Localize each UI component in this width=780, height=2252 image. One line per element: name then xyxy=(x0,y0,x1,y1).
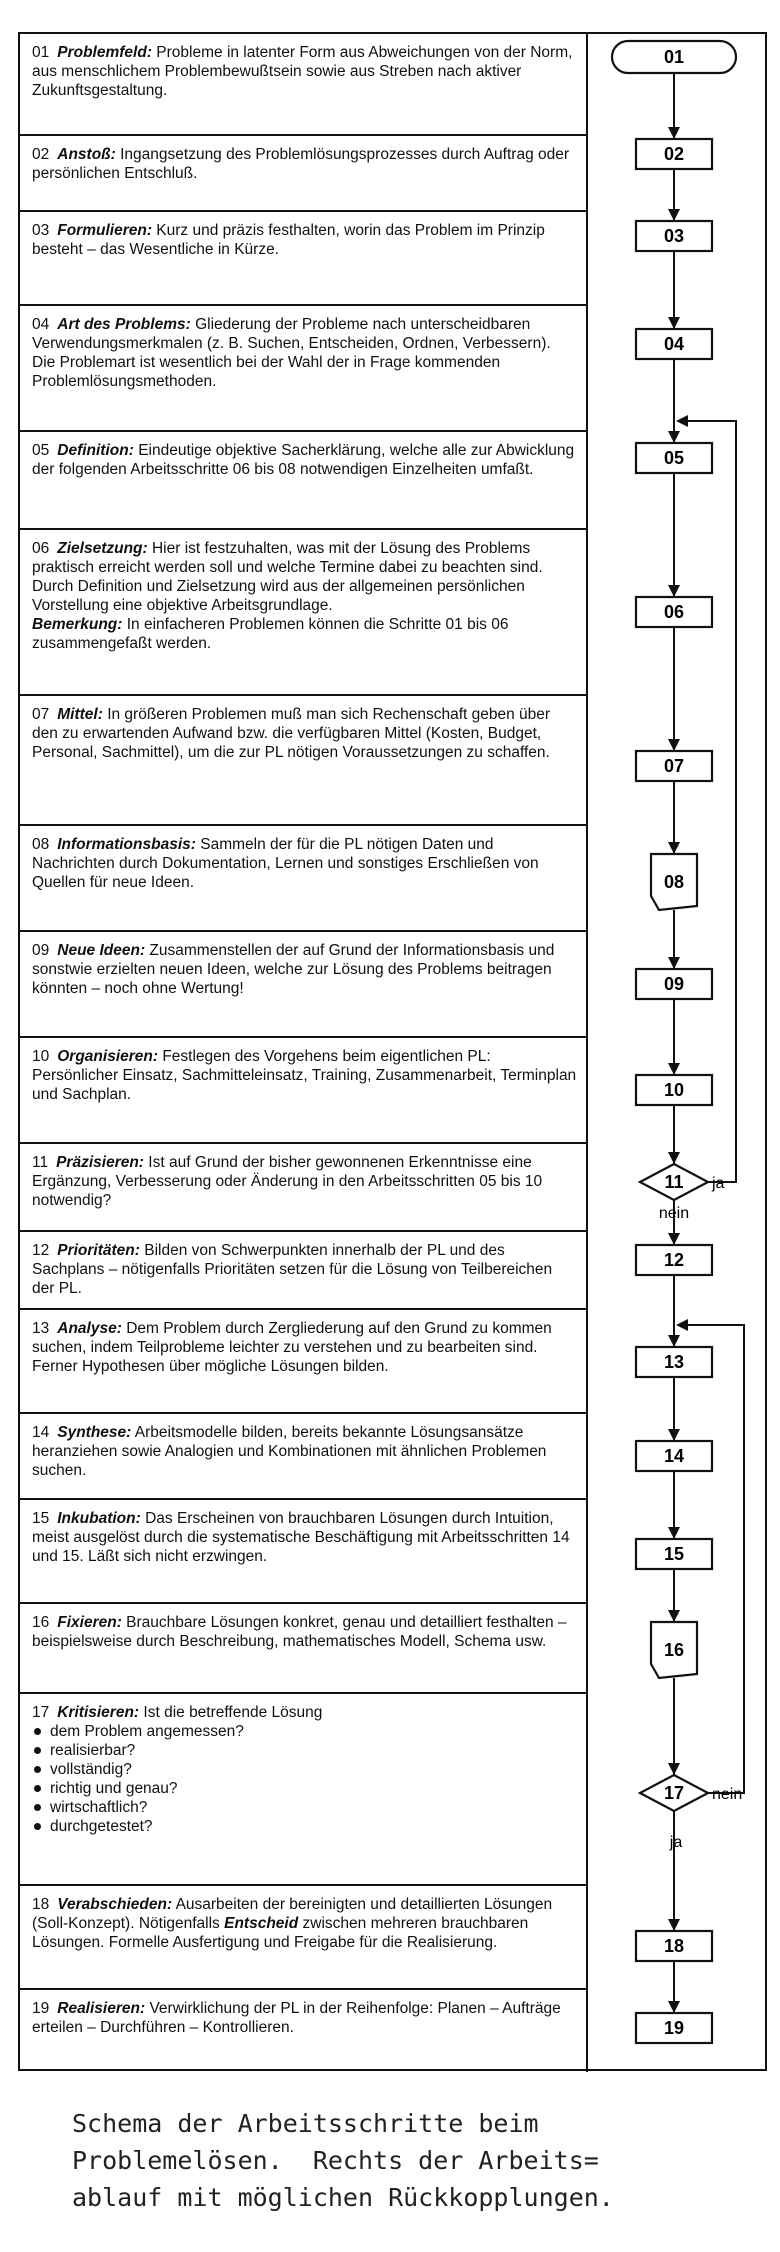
step-text: Ausarbeiten der bereinigten und detaillierten Lösungen (Soll-Konzept). Nötigenfalls xyxy=(32,1896,553,1932)
flow-node-label: 17 xyxy=(663,1783,685,1803)
check-list xyxy=(32,1722,578,1836)
step-number: 15 xyxy=(32,1510,50,1527)
arrowhead xyxy=(668,1763,680,1775)
arrowhead xyxy=(668,739,680,751)
note-term: Bemerkung: xyxy=(32,616,123,633)
step-term: Synthese: xyxy=(57,1424,132,1441)
step-term: Mittel: xyxy=(57,706,103,723)
flow-node-label: 16 xyxy=(663,1640,685,1660)
arrowhead xyxy=(668,431,680,443)
flow-node-label: 06 xyxy=(663,602,685,622)
step-text: Sammeln der für die PL nötigen Daten und Nachrichten durch Dokumentation, Lernen und sonstiges Erschließen von Quellen für neue Ideen. xyxy=(32,836,539,891)
flow-node-label: 07 xyxy=(663,756,685,776)
step-number: 13 xyxy=(32,1320,50,1337)
arrowhead xyxy=(668,1063,680,1075)
step-text: Ist die betreffende Lösung xyxy=(143,1704,323,1721)
step-row-11 xyxy=(20,1144,588,1232)
step-row-07 xyxy=(20,696,588,826)
step-number: 04 xyxy=(32,316,50,333)
step-term: Problemfeld: xyxy=(57,44,152,61)
step-text: Probleme in latenter Form aus Abweichungen von der Norm, aus menschlichem Problembewußtsein sowie aus Streben nach aktiver Zukunftsgestaltung. xyxy=(32,44,573,99)
check-item: dem Problem angemessen? xyxy=(32,1722,578,1741)
step-row-08 xyxy=(20,826,588,932)
step-term: Verabschieden: xyxy=(57,1896,173,1913)
step-text: Ist auf Grund der bisher gewonnenen Erkenntnisse eine Ergänzung, Verbesserung oder Änderung in den Arbeitsschritten 05 bis 10 notwendig? xyxy=(32,1154,543,1209)
step-term: Präzisieren: xyxy=(56,1154,144,1171)
caption-line-1: Schema der Arbeitsschritte beim xyxy=(72,2109,539,2138)
step-row-18 xyxy=(20,1886,588,1990)
step-number: 01 xyxy=(32,44,50,61)
step-term: Prioritäten: xyxy=(57,1242,140,1259)
step-row-04 xyxy=(20,306,588,432)
step-text: Festlegen des Vorgehens beim eigentlichen PL: Persönlicher Einsatz, Sachmitteleinsatz, Training, Zusammenarbeit, Terminplan und Sachplan. xyxy=(32,1048,577,1103)
arrowhead xyxy=(668,957,680,969)
branch-label-no-11: nein xyxy=(658,1205,690,1222)
check-item: realisierbar? xyxy=(32,1741,578,1760)
flow-node-label: 02 xyxy=(663,144,685,164)
step-term-secondary: Entscheid xyxy=(224,1915,299,1932)
step-number: 14 xyxy=(32,1424,50,1441)
step-number: 17 xyxy=(32,1704,50,1721)
step-row-06 xyxy=(20,530,588,696)
step-text: Hier ist festzuhalten, was mit der Lösung des Problems praktisch erreicht werden soll und welche Termine dabei zu beachten sind. Durch Definition und Zielsetzung wird aus der allgemeinen persönlichen Vorstellung eine objektive Arbeitsgrundlage. xyxy=(32,540,543,614)
step-row-01 xyxy=(20,34,588,136)
flow-node-label: 08 xyxy=(663,872,685,892)
step-row-05 xyxy=(20,432,588,530)
step-term: Formulieren: xyxy=(57,222,152,239)
step-row-19 xyxy=(20,1990,588,2072)
branch-label-yes-17: ja xyxy=(669,1834,683,1851)
step-text: Verwirklichung der PL in der Reihenfolge: Planen – Aufträge erteilen – Durchführen – Kontrollieren. xyxy=(32,2000,561,2036)
step-number: 02 xyxy=(32,146,50,163)
arrowhead xyxy=(668,585,680,597)
feedback-loop-11 xyxy=(686,421,736,1182)
step-number: 05 xyxy=(32,442,50,459)
caption-line-2: Problemelösen. Rechts der Arbeits= xyxy=(72,2146,599,2175)
check-item: vollständig? xyxy=(32,1760,578,1779)
flow-node-label: 10 xyxy=(663,1080,685,1100)
step-number: 11 xyxy=(32,1154,49,1171)
arrowhead xyxy=(668,1233,680,1245)
step-term: Zielsetzung: xyxy=(57,540,148,557)
arrowhead xyxy=(668,842,680,854)
check-item: richtig und genau? xyxy=(32,1779,578,1798)
arrowhead xyxy=(668,1610,680,1622)
step-term: Neue Ideen: xyxy=(57,942,146,959)
step-text: Gliederung der Probleme nach unterscheidbaren Verwendungsmerkmalen (z. B. Suchen, Entscheiden, Ordnen, Verbessern). Die Problemart ist wesentlich bei der Wahl der in Frage kommenden Problemlösungsmethoden. xyxy=(32,316,551,390)
step-term: Anstoß: xyxy=(57,146,116,163)
step-term: Fixieren: xyxy=(57,1614,122,1631)
note-text: In einfacheren Problemen können die Schritte 01 bis 06 zusammengefaßt werden. xyxy=(32,616,509,652)
flow-node-label: 15 xyxy=(663,1544,685,1564)
step-text: Kurz und präzis festhalten, worin das Problem im Prinzip besteht – das Wesentliche in Kürze. xyxy=(32,222,545,258)
figure-frame xyxy=(18,32,767,2071)
step-row-02 xyxy=(20,136,588,212)
arrowhead xyxy=(668,1335,680,1347)
check-item: durchgetestet? xyxy=(32,1817,578,1836)
step-text: Arbeitsmodelle bilden, bereits bekannte Lösungsansätze heranziehen sowie Analogien und Kombinationen mit ähnlichen Problemen suchen. xyxy=(32,1424,547,1479)
branch-label-no-17: nein xyxy=(712,1786,743,1803)
step-row-14 xyxy=(20,1414,588,1500)
step-number: 16 xyxy=(32,1614,50,1631)
step-term: Kritisieren: xyxy=(57,1704,140,1721)
step-descriptions xyxy=(20,34,588,2069)
step-number: 18 xyxy=(32,1896,50,1913)
step-term: Analyse: xyxy=(57,1320,122,1337)
step-row-09 xyxy=(20,932,588,1038)
step-number: 10 xyxy=(32,1048,50,1065)
arrowhead xyxy=(668,1527,680,1539)
step-text: Brauchbare Lösungen konkret, genau und detailliert festhalten – beispielsweise durch Beschreibung, mathematisches Modell, Schema usw. xyxy=(32,1614,567,1650)
step-text: Dem Problem durch Zergliederung auf den Grund zu kommen suchen, indem Teilprobleme leichter zu verstehen und zu bearbeiten sind. Ferner Hypothesen über mögliche Lösungen bilden. xyxy=(32,1320,552,1375)
step-term: Art des Problems: xyxy=(57,316,191,333)
arrowhead xyxy=(668,317,680,329)
step-number: 09 xyxy=(32,942,50,959)
step-row-10 xyxy=(20,1038,588,1144)
step-text: Zusammenstellen der auf Grund der Informationsbasis und sonstwie erzielten neuen Ideen, welche zur Lösung des Problems beitragen könnten – noch ohne Wertung! xyxy=(32,942,555,997)
branch-label-yes-11: ja xyxy=(712,1175,725,1192)
flow-node-label: 18 xyxy=(663,1936,685,1956)
figure-caption xyxy=(72,2105,772,2216)
step-row-15 xyxy=(20,1500,588,1604)
arrowhead xyxy=(668,1429,680,1441)
step-row-03 xyxy=(20,212,588,306)
flow-node-label: 05 xyxy=(663,448,685,468)
arrowhead xyxy=(668,127,680,139)
step-number: 19 xyxy=(32,2000,50,2017)
step-number: 12 xyxy=(32,1242,50,1259)
flow-node-label: 19 xyxy=(663,2018,685,2038)
flow-node-label: 14 xyxy=(663,1446,685,1466)
step-number: 03 xyxy=(32,222,50,239)
arrowhead xyxy=(668,1919,680,1931)
step-row-16 xyxy=(20,1604,588,1694)
arrowhead xyxy=(676,1319,688,1331)
step-text: Bilden von Schwerpunkten innerhalb der PL und des Sachplans – nötigenfalls Prioritäten setzen für die Lösung von Teilbereichen der PL. xyxy=(32,1242,553,1297)
flow-node-label: 13 xyxy=(663,1352,685,1372)
flow-node-label: 04 xyxy=(663,334,685,354)
step-row-13 xyxy=(20,1310,588,1414)
arrowhead xyxy=(668,1152,680,1164)
flow-node-label: 09 xyxy=(663,974,685,994)
step-note xyxy=(32,615,578,653)
step-text: Ingangsetzung des Problemlösungsprozesses durch Auftrag oder persönlichen Entschluß. xyxy=(32,146,570,182)
arrowhead xyxy=(676,415,688,427)
caption-line-3: ablauf mit möglichen Rückkopplungen. xyxy=(72,2183,614,2212)
step-term: Definition: xyxy=(57,442,134,459)
flow-node-label: 01 xyxy=(663,47,685,67)
step-number: 06 xyxy=(32,540,50,557)
step-term: Informationsbasis: xyxy=(57,836,196,853)
step-term: Inkubation: xyxy=(57,1510,141,1527)
flow-node-label: 11 xyxy=(664,1172,684,1192)
step-term: Organisieren: xyxy=(57,1048,159,1065)
step-text: Das Erscheinen von brauchbaren Lösungen durch Intuition, meist ausgelöst durch die systematische Beschäftigung mit Arbeitsschritten 14 und 15. Läßt sich nicht erzwingen. xyxy=(32,1510,570,1565)
step-text: Eindeutige objektive Sacherklärung, welche alle zur Abwicklung der folgenden Arbeitsschritte 06 bis 08 notwendigen Einzelheiten umfaßt. xyxy=(32,442,575,478)
step-number: 07 xyxy=(32,706,50,723)
check-item: wirtschaftlich? xyxy=(32,1798,578,1817)
step-text: In größeren Problemen muß man sich Rechenschaft geben über den zu erwartenden Aufwand bzw. die verfügbaren Mittel (Kosten, Budget, Personal, Sachmittel), um die zur PL nötigen Voraussetzungen zu schaffen. xyxy=(32,706,551,761)
arrowhead xyxy=(668,209,680,221)
flow-node-label: 12 xyxy=(663,1250,685,1270)
arrowhead xyxy=(668,2001,680,2013)
step-number: 08 xyxy=(32,836,50,853)
step-row-12 xyxy=(20,1232,588,1310)
step-term: Realisieren: xyxy=(57,2000,146,2017)
step-row-17 xyxy=(20,1694,588,1886)
step-text-secondary: zwischen mehreren brauchbaren Lösungen. Formelle Ausfertigung und Freigabe für die Realisierung. xyxy=(32,1915,529,1951)
flowchart-svg xyxy=(586,34,767,2069)
flow-node-label: 03 xyxy=(663,226,685,246)
flowchart xyxy=(586,34,767,2069)
